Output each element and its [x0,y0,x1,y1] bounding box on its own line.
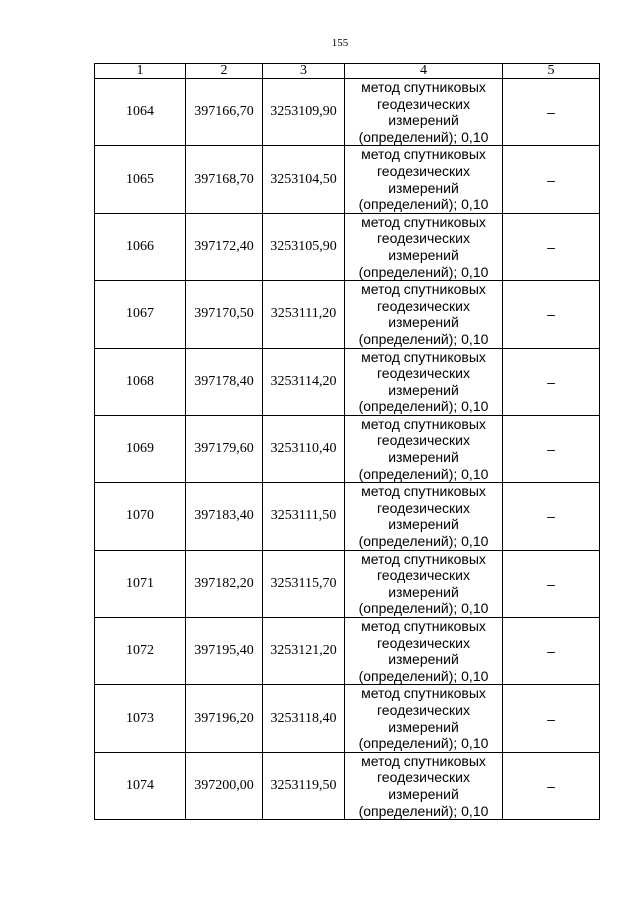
method-line: геодезических [377,634,470,651]
method-line: измерений [388,718,459,735]
table-row [95,213,600,280]
y-coordinate-cell: 3253110,40 [263,415,345,482]
table-row [95,281,600,348]
point-number-cell: 1072 [95,618,186,685]
page-number: 155 [331,37,349,49]
method-line: (определений); 0,10 [358,398,489,415]
method-line: (определений); 0,10 [358,465,489,482]
x-coordinate-cell: 397166,70 [186,79,263,146]
method-line: метод спутниковых [361,79,486,95]
method-line: (определений); 0,10 [358,802,489,819]
method-line: измерений [388,516,459,533]
table-row [95,685,600,752]
method-line: (определений); 0,10 [358,263,489,280]
x-coordinate-cell: 397200,00 [186,752,263,819]
y-coordinate-cell: 3253104,50 [263,146,345,213]
x-coordinate-cell: 397195,40 [186,618,263,685]
x-coordinate-cell: 397168,70 [186,146,263,213]
method-cell [345,752,503,819]
table-row [95,79,600,146]
header-cell: 1 [95,64,186,79]
method-line: геодезических [377,567,470,584]
method-line: геодезических [377,230,470,247]
header-cell: 4 [345,64,503,79]
note-cell: – [503,415,600,482]
method-line: геодезических [377,499,470,516]
method-line: измерений [388,246,459,263]
method-line: метод спутниковых [361,550,486,567]
x-coordinate-cell: 397178,40 [186,348,263,415]
note-cell: – [503,213,600,280]
method-cell [345,685,503,752]
point-number-cell: 1068 [95,348,186,415]
note-cell: – [503,550,600,617]
table-row [95,550,600,617]
method-line: (определений); 0,10 [358,196,489,213]
x-coordinate-cell: 397172,40 [186,213,263,280]
method-cell [345,281,503,348]
method-line: геодезических [377,95,470,112]
method-line: метод спутниковых [361,281,486,298]
method-line: геодезических [377,297,470,314]
method-line: метод спутниковых [361,483,486,500]
method-line: (определений); 0,10 [358,667,489,684]
header-cell: 5 [503,64,600,79]
point-number-cell: 1071 [95,550,186,617]
method-line: измерений [388,314,459,331]
method-line: (определений); 0,10 [358,533,489,550]
x-coordinate-cell: 397183,40 [186,483,263,550]
method-cell [345,618,503,685]
note-cell: – [503,146,600,213]
y-coordinate-cell: 3253118,40 [263,685,345,752]
point-number-cell: 1067 [95,281,186,348]
method-line: (определений); 0,10 [358,330,489,347]
method-line: измерений [388,179,459,196]
method-cell [345,79,503,146]
point-number-cell: 1066 [95,213,186,280]
y-coordinate-cell: 3253115,70 [263,550,345,617]
x-coordinate-cell: 397182,20 [186,550,263,617]
note-cell: – [503,281,600,348]
x-coordinate-cell: 397196,20 [186,685,263,752]
x-coordinate-cell: 397179,60 [186,415,263,482]
method-line: измерений [388,785,459,802]
method-line: (определений); 0,10 [358,735,489,752]
method-line: геодезических [377,162,470,179]
method-line: геодезических [377,701,470,718]
point-number-cell: 1065 [95,146,186,213]
method-line: метод спутниковых [361,685,486,702]
point-number-cell: 1070 [95,483,186,550]
table-row [95,415,600,482]
point-number-cell: 1073 [95,685,186,752]
y-coordinate-cell: 3253119,50 [263,752,345,819]
method-line: геодезических [377,365,470,382]
method-cell [345,550,503,617]
method-cell [345,213,503,280]
header-cell: 2 [186,64,263,79]
table-row [95,146,600,213]
coordinates-table [94,63,600,820]
table-row [95,483,600,550]
note-cell: – [503,618,600,685]
method-line: метод спутниковых [361,146,486,163]
header-cell: 3 [263,64,345,79]
table-row [95,618,600,685]
method-cell [345,348,503,415]
y-coordinate-cell: 3253111,20 [263,281,345,348]
method-line: измерений [388,651,459,668]
note-cell: – [503,79,600,146]
method-line: геодезических [377,432,470,449]
method-line: метод спутниковых [361,415,486,432]
method-cell [345,146,503,213]
x-coordinate-cell: 397170,50 [186,281,263,348]
y-coordinate-cell: 3253105,90 [263,213,345,280]
point-number-cell: 1064 [95,79,186,146]
method-line: метод спутниковых [361,618,486,634]
method-cell [345,415,503,482]
table-body [95,79,600,820]
note-cell: – [503,348,600,415]
point-number-cell: 1069 [95,415,186,482]
method-line: метод спутниковых [361,348,486,365]
y-coordinate-cell: 3253111,50 [263,483,345,550]
method-line: измерений [388,381,459,398]
table-header-row [95,64,600,79]
note-cell: – [503,752,600,819]
y-coordinate-cell: 3253121,20 [263,618,345,685]
method-line: метод спутниковых [361,752,486,769]
y-coordinate-cell: 3253109,90 [263,79,345,146]
method-cell [345,483,503,550]
note-cell: – [503,685,600,752]
method-line: (определений); 0,10 [358,600,489,617]
method-line: геодезических [377,769,470,786]
method-line: измерений [388,583,459,600]
method-line: измерений [388,449,459,466]
note-cell: – [503,483,600,550]
table-row [95,752,600,819]
point-number-cell: 1074 [95,752,186,819]
table-row [95,348,600,415]
method-line: измерений [388,112,459,129]
method-line: (определений); 0,10 [358,128,489,145]
method-line: метод спутниковых [361,213,486,230]
y-coordinate-cell: 3253114,20 [263,348,345,415]
